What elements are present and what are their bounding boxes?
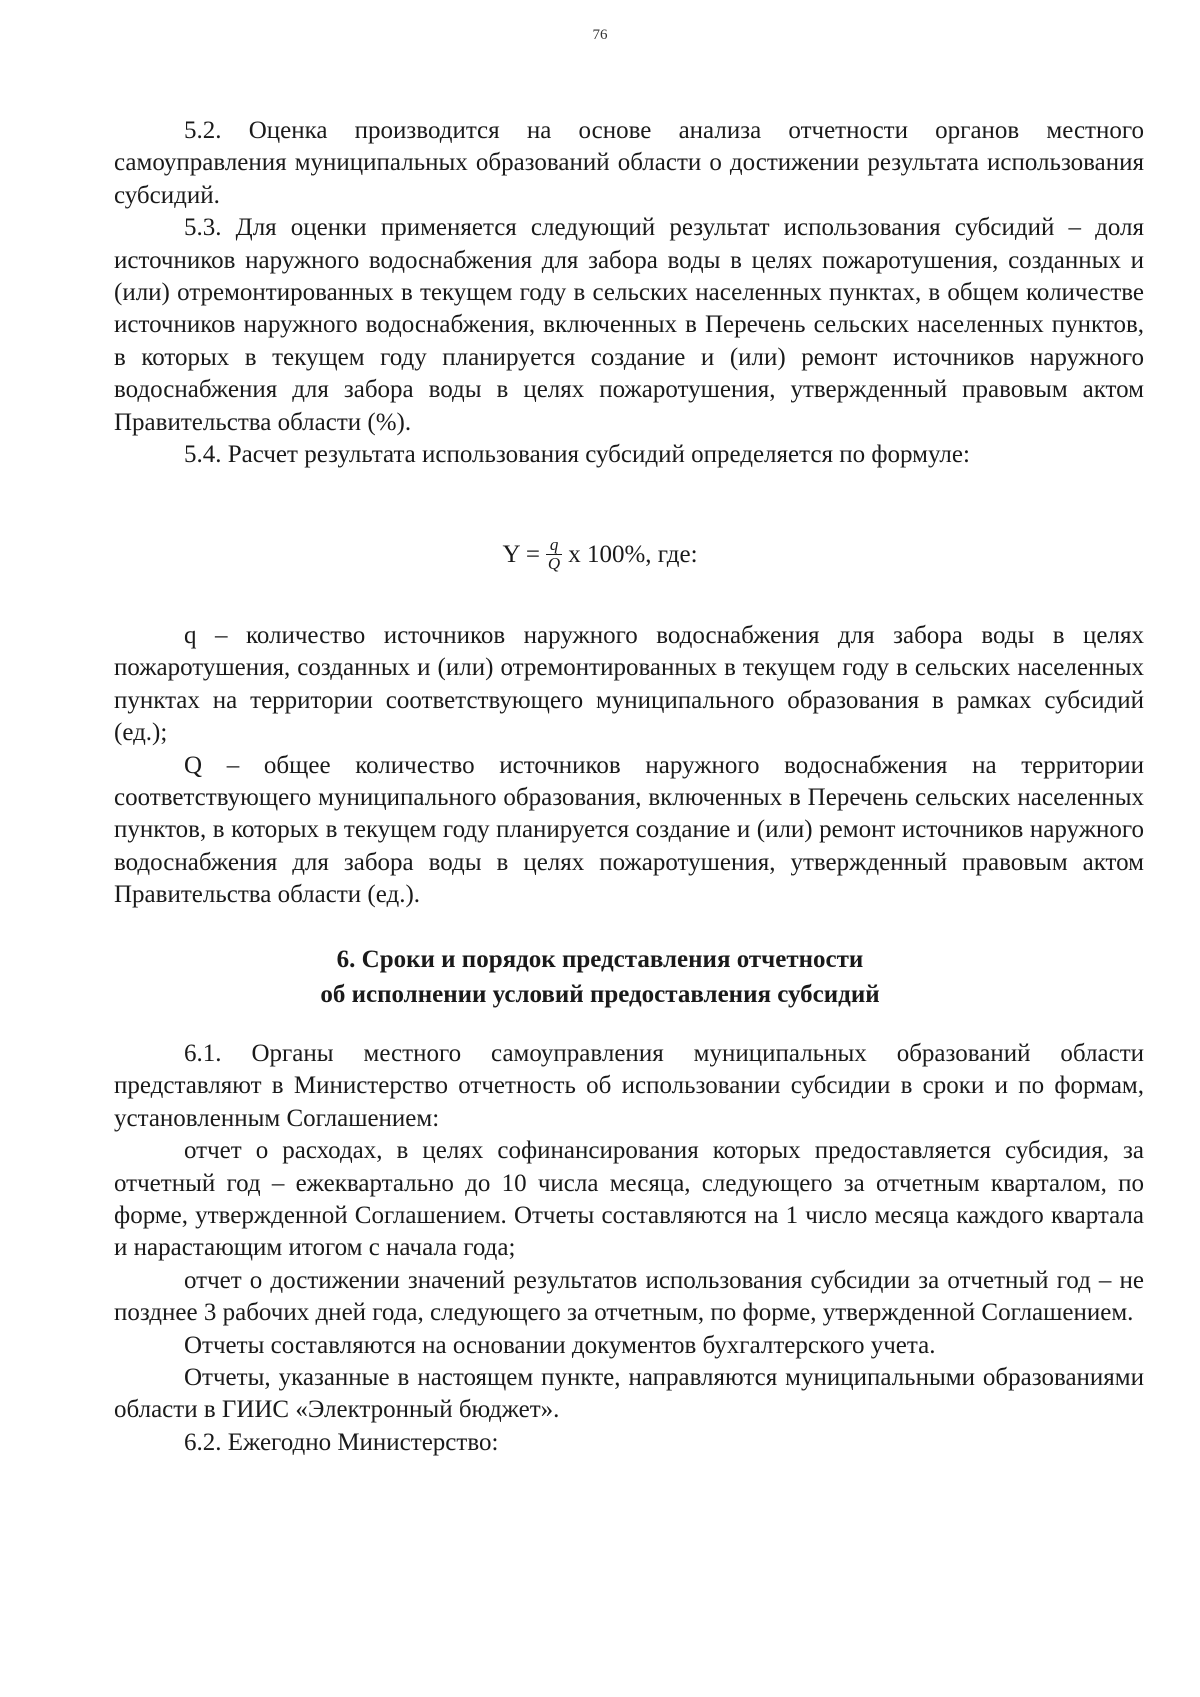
formula-rhs: x 100%, где: (568, 541, 698, 569)
paragraph-report-results: отчет о достижении значений результатов использования субсидии за отчетный год – не позднее 3 рабочих дней года, следующего за отчетным, по форме, утвержденной Соглашением. (114, 1266, 1144, 1327)
paragraph-5-4: 5.4. Расчет результата использования субсидий определяется по формуле: (184, 441, 970, 469)
formula-numerator: q (546, 536, 562, 555)
paragraph-submission: Отчеты, указанные в настоящем пункте, направляются муниципальными образованиями области в ГИИС «Электронный бюджет». (114, 1364, 1144, 1424)
section-6-heading (0, 942, 1200, 1012)
paragraph-5-3: 5.3. Для оценки применяется следующий результат использования субсидий – доля источников наружного водоснабжения для забора воды в целях пожаротушения, созданных и (или) отремонтированных в текущем году в сельских населенных пунктах, в общем количестве источников наружного водоснабжения, включенных в Перечень сельских населенных пунктов, в которых в текущем году планируется создание и (или) ремонт источников наружного водоснабжения для забора воды в целях пожаротушения, утвержденный правовым актом Правительства области (%). (114, 214, 1144, 436)
definition-q: q – количество источников наружного водоснабжения для забора воды в целях пожаротушения, созданных и (или) отремонтированных в текущем году в сельских населенных пунктах на территории соответствующего муниципального образования в рамках субсидий (ед.); (114, 622, 1144, 747)
paragraph-6-2: 6.2. Ежегодно Министерство: (184, 1428, 499, 1456)
paragraph-report-expenses: отчет о расходах, в целях софинансирования которых предоставляется субсидия, за отчетный год – ежеквартально до 10 числа месяца, следующего за отчетным кварталом, по форме, утвержденной Соглашением. Отчеты составляются на 1 число месяца каждого квартала и нарастающим итогом с начала года; (114, 1137, 1144, 1262)
formula (0, 535, 1200, 575)
section-6-heading-line2: об исполнении условий предоставления субсидий (320, 981, 880, 1008)
formula-lhs: Y = (502, 541, 540, 569)
paragraph-basis: Отчеты составляются на основании документов бухгалтерского учета. (184, 1331, 936, 1359)
section-6-heading-line1: 6. Сроки и порядок представления отчетности (336, 946, 864, 973)
section-5-text (114, 115, 1144, 471)
section-6-text (114, 1038, 1144, 1459)
paragraph-5-2: 5.2. Оценка производится на основе анализа отчетности органов местного самоуправления муниципальных образований области о достижении результата использования субсидий. (114, 117, 1144, 209)
formula-fraction (546, 536, 562, 573)
definitions-text (114, 620, 1144, 912)
definition-Q: Q – общее количество источников наружного водоснабжения на территории соответствующего муниципального образования, включенных в Перечень сельских населенных пунктов, в которых в текущем году планируется создание и (или) ремонт источников наружного водоснабжения для забора воды в целях пожаротушения, утвержденный правовым актом Правительства области (ед.). (114, 751, 1144, 909)
paragraph-6-1: 6.1. Органы местного самоуправления муниципальных образований области представляют в Министерство отчетность об использовании субсидии в сроки и по формам, установленным Соглашением: (114, 1040, 1144, 1132)
formula-denominator: Q (547, 554, 561, 573)
page-number: 76 (592, 27, 608, 43)
